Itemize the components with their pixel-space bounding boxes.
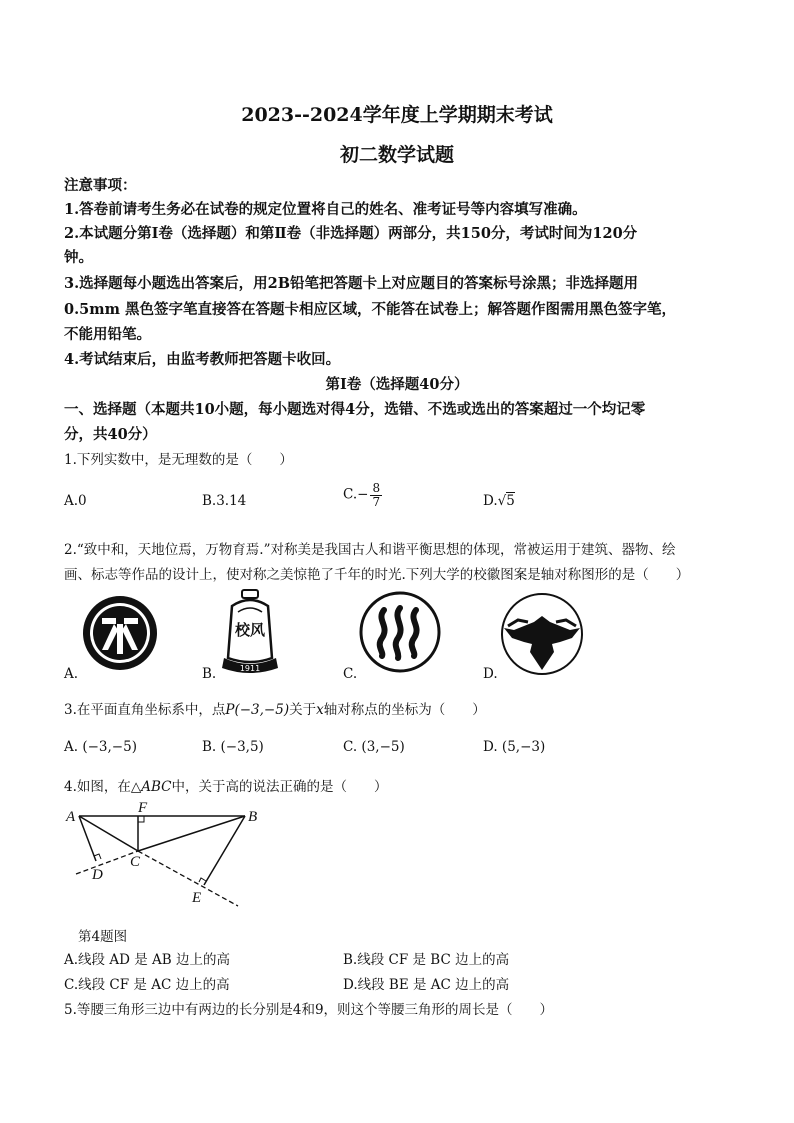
- part-title: 第Ⅰ卷（选择题40分）: [325, 376, 469, 393]
- q3-axis: x: [316, 702, 324, 718]
- note-item-3a: 3.选择题每小题选出答案后，用2B铅笔把答题卡上对应题目的答案标号涂黑；非选择题用: [64, 275, 638, 292]
- note-item-4: 4.考试结束后，由监考教师把答题卡收回。: [64, 351, 341, 368]
- sqrt-icon: √: [497, 493, 507, 509]
- q4-option-a: A.线段 AD 是 AB 边上的高: [64, 952, 230, 968]
- fig-label-c: C: [130, 854, 141, 870]
- q1-option-a: A.0: [64, 493, 87, 509]
- q5-stem: 5.等腰三角形三边中有两边的长分别是4和9，则这个等腰三角形的周长是（ ）: [64, 1002, 554, 1018]
- q4-triangle-figure: [62, 798, 258, 908]
- q3-stem-post: 轴对称点的坐标为（ ）: [323, 702, 486, 718]
- note-item-2b: 钟。: [64, 249, 93, 266]
- q1-option-c: [343, 482, 382, 508]
- q2-stem-a: 2.“致中和，天地位焉，万物育焉.”对称美是我国古人和谐平衡思想的体现，常被运用于建筑、器物、绘: [64, 542, 676, 558]
- q3-option-a: A. (−3,−5): [64, 739, 137, 755]
- q4-stem-post: 中，关于高的说法正确的是（ ）: [171, 779, 388, 795]
- note-item-3c: 不能用铅笔。: [64, 326, 151, 343]
- q4-option-d: D.线段 BE 是 AC 边上的高: [343, 977, 510, 993]
- note-item-1: 1.答卷前请考生务必在试卷的规定位置将自己的姓名、准考证号等内容填写准确。: [64, 201, 587, 218]
- q4-figure-caption: 第4题图: [78, 929, 128, 945]
- q4-triangle: ABC: [141, 779, 172, 795]
- q2-label-d: D.: [483, 666, 498, 682]
- section-heading-a: 一、选择题（本题共10小题，每小题选对得4分，选错、不选或选出的答案超过一个均记零: [64, 401, 646, 418]
- q4-option-c: C.线段 CF 是 AC 边上的高: [64, 977, 230, 993]
- q1-option-d-prefix: D.: [483, 493, 498, 509]
- bell-text: 校风: [234, 621, 266, 639]
- emblem-d-eagle-icon: [498, 592, 586, 678]
- q2-stem-b: 画、标志等作品的设计上，使对称之美惊艳了千年的时光.下列大学的校徽图案是轴对称图形的是（ ）: [64, 567, 690, 583]
- q1-c-numerator: 8: [372, 481, 381, 495]
- emblem-c-icon: [358, 590, 442, 674]
- q1-stem: 1.下列实数中，是无理数的是（ ）: [64, 452, 293, 468]
- exam-subtitle: 初二数学试题: [339, 144, 454, 166]
- exam-title: 2023--2024学年度上学期期末考试: [241, 104, 553, 126]
- section-heading-b: 分，共40分）: [64, 426, 157, 443]
- q2-label-c: C.: [343, 666, 358, 682]
- q4-option-b: B.线段 CF 是 BC 边上的高: [343, 952, 510, 968]
- q3-option-d: D. (5,−3): [483, 739, 546, 755]
- q1-d-radicand: 5: [506, 493, 515, 509]
- q4-stem: [64, 775, 388, 795]
- fig-label-e: E: [192, 890, 202, 906]
- q3-stem-pre: 3.在平面直角坐标系中，点: [64, 702, 226, 718]
- emblem-b-bell-icon: [216, 588, 284, 680]
- fig-label-a: A: [66, 809, 76, 825]
- q1-option-d: [483, 493, 515, 509]
- q3-option-c: C. (3,−5): [343, 739, 405, 755]
- q3-stem: [64, 698, 486, 718]
- bell-date: 1911: [239, 664, 261, 673]
- q1-option-c-fraction: [370, 482, 382, 508]
- q3-stem-mid: 关于: [289, 702, 317, 718]
- notes-heading: 注意事项：: [64, 177, 137, 194]
- note-item-2a: 2.本试题分第Ⅰ卷（选择题）和第Ⅱ卷（非选择题）两部分，共150分，考试时间为120分: [64, 225, 638, 242]
- q4-stem-pre: 4.如图，在△: [64, 779, 142, 795]
- q1-option-b: B.3.14: [202, 493, 247, 509]
- q3-point: P(−3,−5): [225, 702, 290, 718]
- q3-option-b: B. (−3,5): [202, 739, 264, 755]
- q2-label-a: A.: [64, 666, 79, 682]
- emblem-a-icon: [78, 594, 164, 674]
- fig-label-f: F: [138, 800, 148, 816]
- fig-label-d: D: [92, 867, 103, 883]
- q1-c-denominator: 7: [372, 494, 381, 509]
- q1-option-c-prefix: C.−: [343, 486, 369, 503]
- note-item-3b: 0.5mm 黑色签字笔直接答在答题卡相应区域，不能答在试卷上；解答题作图需用黑色签字笔，: [64, 301, 676, 318]
- fig-label-b: B: [248, 809, 258, 825]
- q2-label-b: B.: [202, 666, 217, 682]
